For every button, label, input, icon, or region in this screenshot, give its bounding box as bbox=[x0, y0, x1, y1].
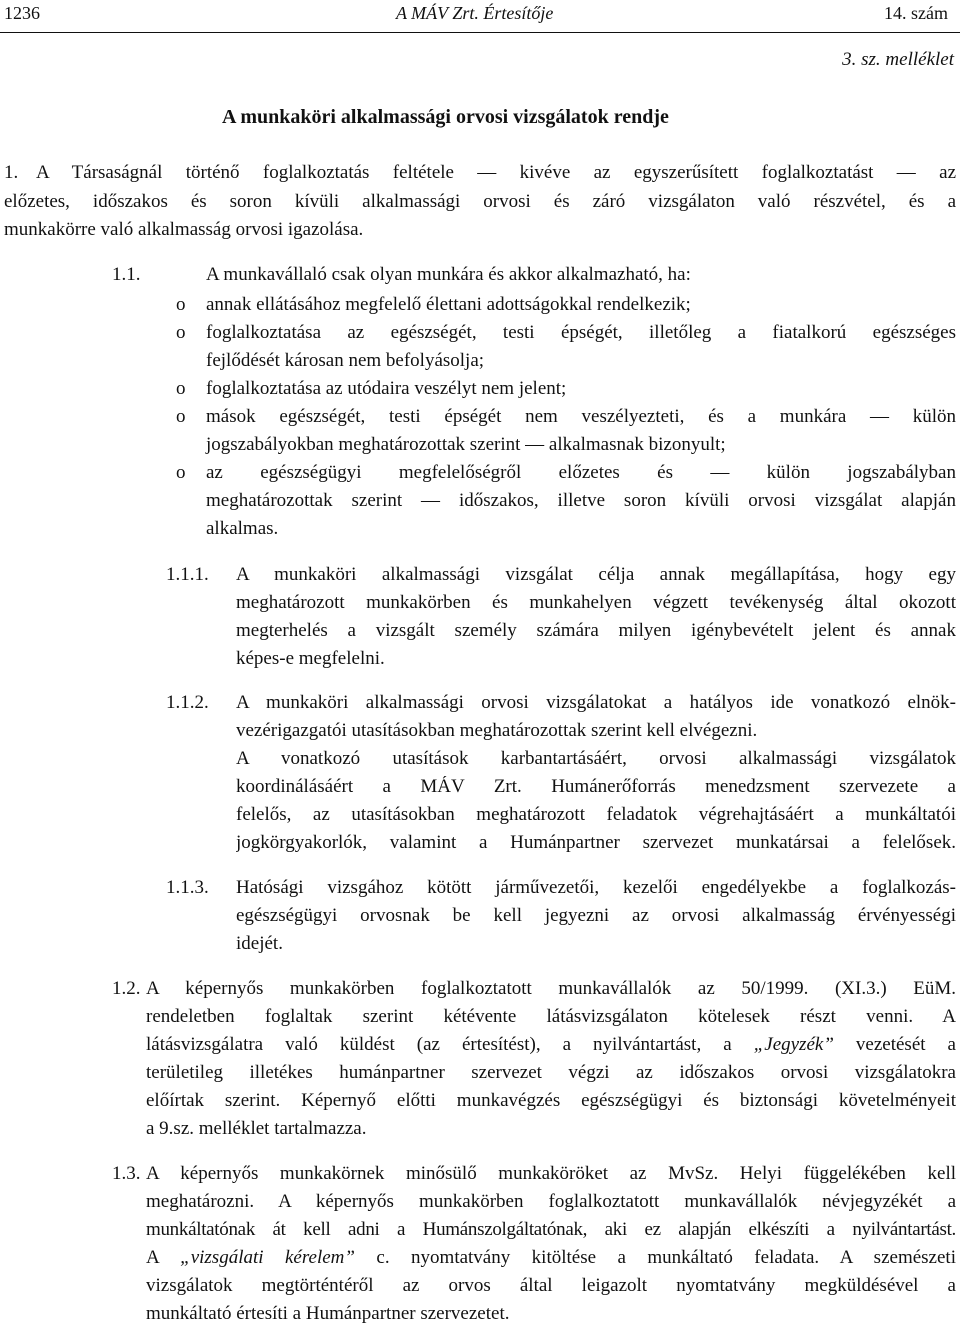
section-number: 1.2. bbox=[112, 978, 141, 999]
text-line: területileg illetékes humánpartner szervezet végzi az időszakos orvosi vizsgálatokra bbox=[146, 1062, 956, 1083]
text-line: alkalmas. bbox=[206, 518, 279, 539]
text-line: felelős, az utasításokban meghatározott feladatok végrehajtásáért a munkáltatói bbox=[236, 804, 956, 825]
text-line: meghatározottak szerint — időszakos, illetve soron kívüli orvosi vizsgálat alapján bbox=[206, 490, 956, 511]
text-run: vezetését a bbox=[833, 1034, 956, 1055]
text-line: idejét. bbox=[236, 933, 283, 954]
bullet-marker: o bbox=[176, 378, 186, 399]
text-line: rendeletben foglaltak szerint kétévente látásvizsgálaton kötelesek részt venni. A bbox=[146, 1006, 956, 1027]
page-number: 1236 bbox=[4, 3, 40, 23]
bullet-marker: o bbox=[176, 406, 186, 427]
section-number: 1.1.1. bbox=[166, 564, 209, 585]
text-line: foglalkoztatása az egészségét, testi épségét, illetőleg a fiatalkorú egészséges bbox=[206, 322, 956, 343]
text-run: c. nyomtatvány kitöltése a munkáltató feladata. A szemészeti bbox=[354, 1247, 956, 1268]
publication-title: A MÁV Zrt. Értesítője bbox=[396, 3, 554, 23]
bullet-marker: o bbox=[176, 322, 186, 343]
quoted-term: „Jegyzék” bbox=[753, 1034, 834, 1055]
text-line: jogkörgyakorlók, valamint a Humánpartner szervezet munkatársai a felelősek. bbox=[236, 832, 956, 853]
quoted-term: „vizsgálati kérelem” bbox=[180, 1247, 355, 1268]
text-line: munkáltatónak át kell adni a Humánszolgáltatónak, aki ez alapján elkészíti a nyilvántartást. bbox=[146, 1219, 956, 1240]
text-line: jogszabályokban meghatározottak szerint — alkalmasnak bizonyult; bbox=[206, 434, 726, 455]
section-number: 1.1. bbox=[112, 264, 141, 285]
text-line: egészségügyi orvosnak be kell jegyezni az orvosi alkalmasság érvényességi bbox=[236, 905, 956, 926]
text-line: meghatározni. A képernyős munkakörben foglalkoztatott munkavállalók névjegyzékét a bbox=[146, 1191, 956, 1212]
text-line: foglalkoztatása az utódaira veszélyt nem jelent; bbox=[206, 378, 567, 399]
section-number: 1.1.2. bbox=[166, 692, 209, 713]
section-number: 1.1.3. bbox=[166, 877, 209, 898]
text-line: előzetes, időszakos és soron kívüli alkalmassági orvosi és záró vizsgálaton való részvétel, és a bbox=[4, 191, 956, 212]
bullet-marker: o bbox=[176, 462, 186, 483]
text-line: A munkaköri alkalmassági vizsgálat célja annak megállapítása, hogy egy bbox=[236, 564, 956, 585]
document-title: A munkaköri alkalmassági orvosi vizsgálatok rendje bbox=[222, 106, 669, 128]
issue-number: 14. szám bbox=[884, 3, 948, 23]
section-number: 1.3. bbox=[112, 1163, 141, 1184]
text-line: munkáltató értesíti a Humánpartner szervezetet. bbox=[146, 1303, 510, 1324]
text-line bbox=[146, 1247, 956, 1269]
text-line: fejlődését károsan nem befolyásolja; bbox=[206, 350, 485, 371]
text-line: A munkavállaló csak olyan munkára és akkor alkalmazható, ha: bbox=[206, 264, 691, 285]
text-line: A képernyős munkakörben foglalkoztatott munkavállalók az 50/1999. (XI.3.) EüM. bbox=[146, 978, 956, 999]
text-run: A bbox=[146, 1247, 181, 1268]
text-line: vezérigazgatói utasításokban meghatározottak szerint kell elvégezni. bbox=[236, 720, 758, 741]
text-line: munkakörre való alkalmasság orvosi igazolása. bbox=[4, 219, 364, 240]
text-line: A képernyős munkakörnek minősülő munkaköröket az MvSz. Helyi függelékében kell bbox=[146, 1163, 956, 1184]
text-line: az egészségügyi megfelelőségről előzetes és — külön jogszabályban bbox=[206, 462, 956, 483]
text-line: meghatározott munkakörben és munkahelyen végzett tevékenység által okozott bbox=[236, 592, 956, 613]
text-line: a 9.sz. melléklet tartalmazza. bbox=[146, 1118, 367, 1139]
text-line: mások egészségét, testi épségét nem veszélyezteti, és a munkára — külön bbox=[206, 406, 956, 427]
header-rule bbox=[0, 32, 960, 33]
text-line: megterhelés a vizsgált személy számára milyen igénybevételt jelent és annak bbox=[236, 620, 956, 641]
text-line: koordinálásáért a MÁV Zrt. Humánerőforrás menedzsment szervezete a bbox=[236, 776, 956, 797]
text-line: Hatósági vizsgához kötött járművezetői, kezelői engedélyekbe a foglalkozás- bbox=[236, 877, 956, 898]
section-number: 1. bbox=[4, 162, 19, 183]
text-line: előírtak szerint. Képernyő előtti munkavégzés egészségügyi és biztonsági követelményeit bbox=[146, 1090, 956, 1111]
text-run: látásvizsgálatra való küldést (az értesítést), a nyilvántartást, a bbox=[146, 1034, 754, 1055]
text-line bbox=[146, 1034, 956, 1056]
text-line: annak ellátásához megfelelő élettani adottságokkal rendelkezik; bbox=[206, 294, 691, 315]
text-line: A Társaságnál történő foglalkoztatás feltétele — kivéve az egyszerűsített foglalkoztatást — az bbox=[36, 162, 956, 183]
text-line: vizsgálatok megtörténtéről az orvos által leigazolt nyomtatvány megküldésével a bbox=[146, 1275, 956, 1296]
text-line: A munkaköri alkalmassági orvosi vizsgálatokat a hatályos ide vonatkozó elnök- bbox=[236, 692, 956, 713]
text-line: A vonatkozó utasítások karbantartásáért, orvosi alkalmassági vizsgálatok bbox=[236, 748, 956, 769]
annex-label: 3. sz. melléklet bbox=[842, 49, 954, 70]
bullet-marker: o bbox=[176, 294, 186, 315]
text-line: képes-e megfelelni. bbox=[236, 648, 385, 669]
